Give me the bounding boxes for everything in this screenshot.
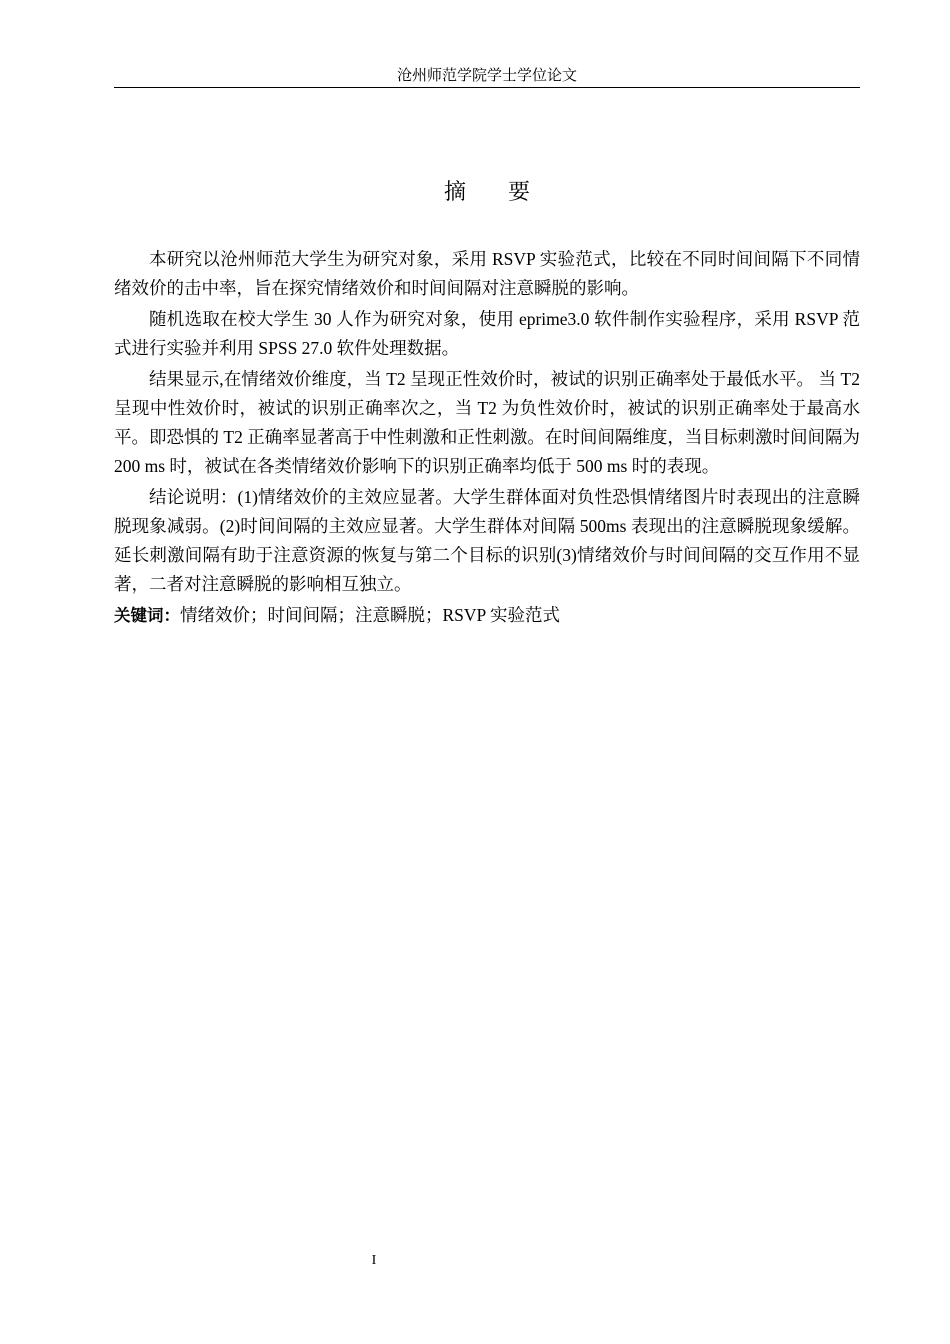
abstract-body: [114, 245, 860, 630]
abstract-paragraph-1: 本研究以沧州师范大学生为研究对象，采用 RSVP 实验范式，比较在不同时间间隔下不同情绪效价的击中率，旨在探究情绪效价和时间间隔对注意瞬脱的影响。: [114, 249, 860, 298]
abstract-title: [114, 178, 860, 208]
abstract-paragraph-2: 随机选取在校大学生 30 人作为研究对象，使用 eprime3.0 软件制作实验程序，采用 RSVP 范式进行实验并利用 SPSS 27.0 软件处理数据。: [114, 309, 860, 358]
abstract-title-char-1: 摘: [443, 180, 466, 205]
keywords-label: 关键词：: [114, 606, 180, 625]
header-rule: [114, 87, 860, 88]
abstract-paragraph-3: 结果显示,在情绪效价维度，当 T2 呈现正性效价时，被试的识别正确率处于最低水平。 当 T2 呈现中性效价时，被试的识别正确率次之，当 T2 为负性效价时，被试的识别正确率处于最高水平。即恐惧的 T2 正确率显著高于中性刺激和正性刺激。在时间间隔维度，当目标刺激时间间隔为 200 ms 时，被试在各类情绪效价影响下的识别正确率均低于 500 ms 时的表现。: [114, 369, 860, 476]
keywords-text: 情绪效价；时间间隔；注意瞬脱；RSVP 实验范式: [180, 605, 560, 625]
abstract-paragraph-4: 结论说明：(1)情绪效价的主效应显著。大学生群体面对负性恐惧情绪图片时表现出的注意瞬脱现象减弱。(2)时间间隔的主效应显著。大学生群体对间隔 500ms 表现出的注意瞬脱现象缓解。延长刺激间隔有助于注意资源的恢复与第二个目标的识别(3)情绪效价与时间间隔的交互作用不显著，二者对注意瞬脱的影响相互独立。: [114, 487, 860, 594]
page-number: I: [371, 1253, 377, 1268]
running-header: 沧州师范学院学士学位论文: [396, 68, 577, 84]
keywords-line: [114, 601, 860, 630]
abstract-title-char-2: 要: [508, 180, 531, 205]
